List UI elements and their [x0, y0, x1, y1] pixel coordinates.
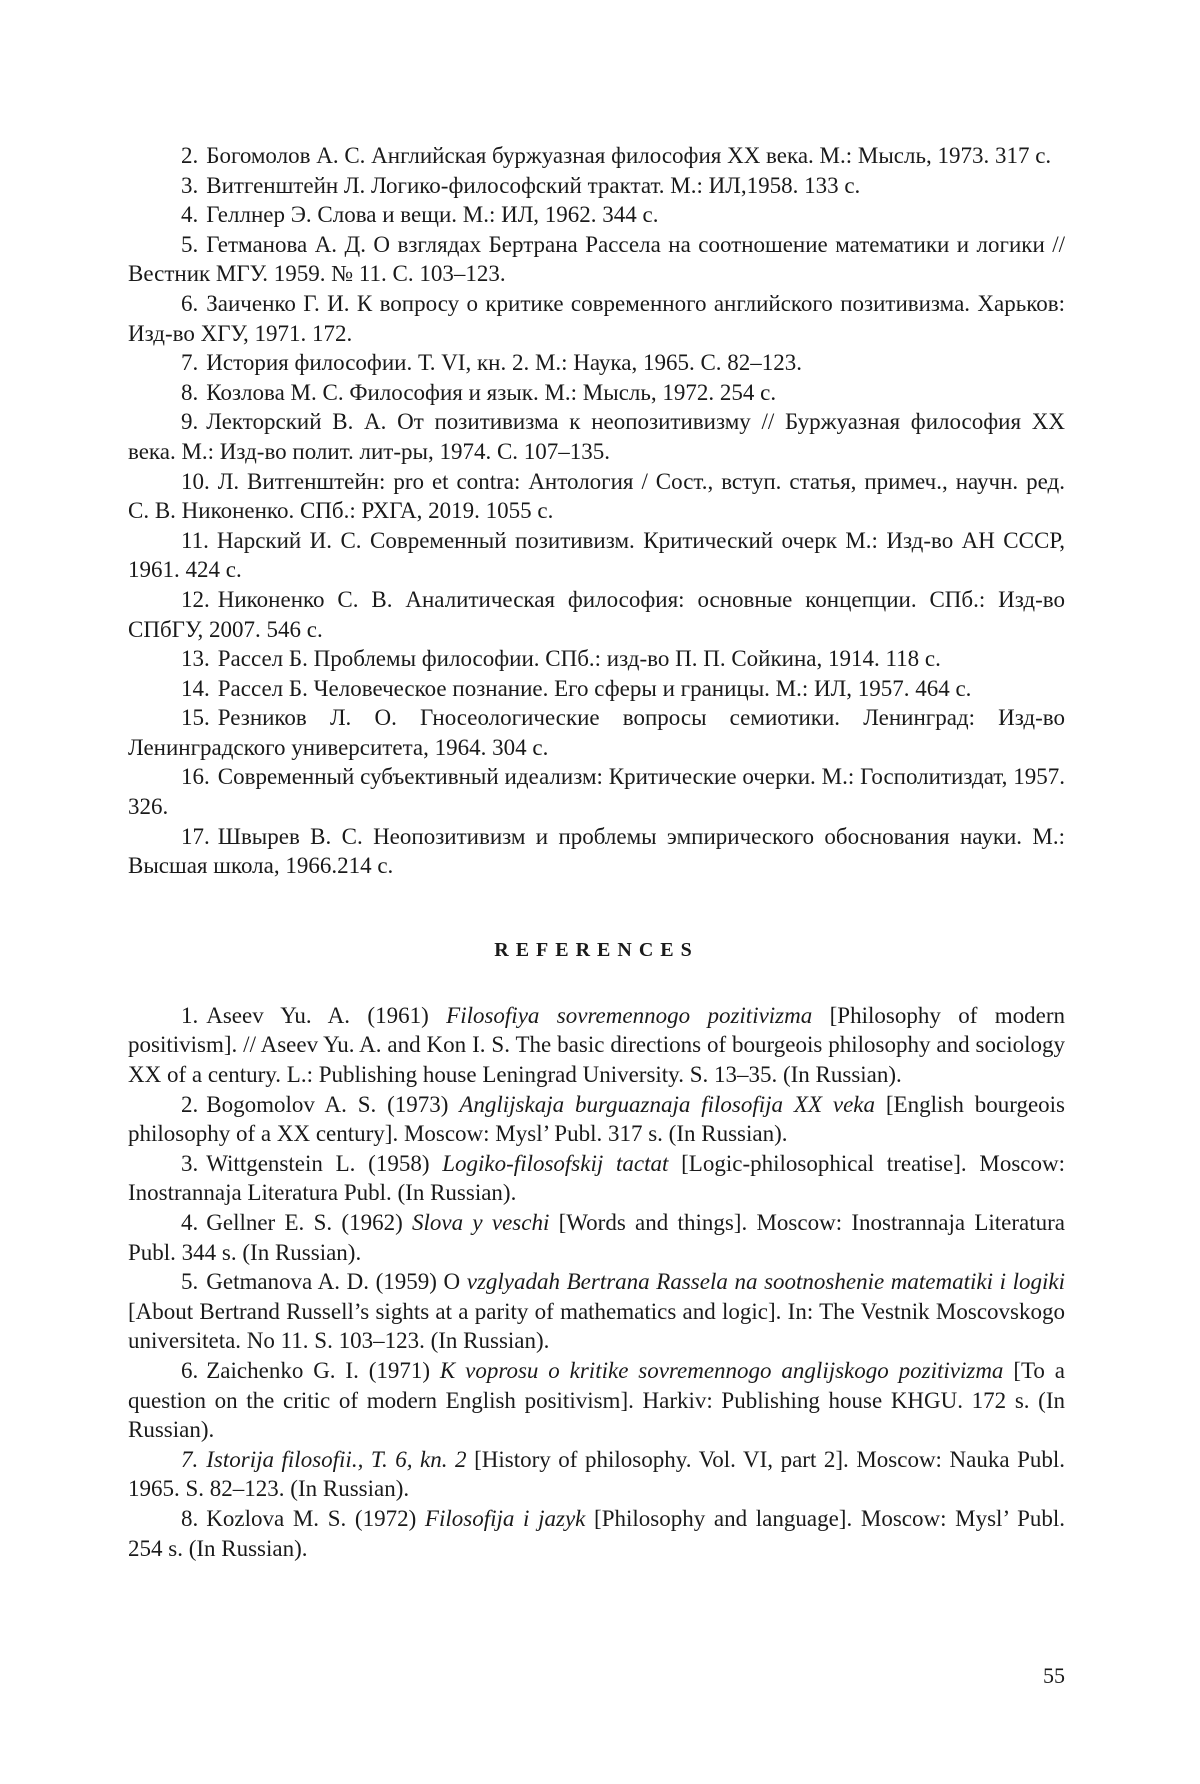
reference-entry	[128, 1090, 1065, 1149]
reference-entry	[128, 289, 1065, 348]
reference-text: [To a question on the critic of modern English positivism]. Harkiv: Publishing house KHGU. 172 s. (In Russian).	[128, 1358, 1065, 1442]
reference-entry	[128, 703, 1065, 762]
reference-number: 17.	[181, 824, 210, 849]
reference-entry	[128, 1356, 1065, 1445]
reference-number: 13.	[181, 646, 210, 671]
reference-number: 14.	[181, 676, 210, 701]
reference-title: Anglijskaja burguaznaja filosofija XX veka	[459, 1092, 875, 1117]
reference-entry	[128, 1001, 1065, 1090]
reference-text: Getmanova A. D. (1959) O	[206, 1269, 467, 1294]
reference-text: Никоненко С. В. Аналитическая философия: основные концепции. СПб.: Изд-во СПбГУ, 2007. 546 с.	[128, 587, 1065, 642]
reference-text: Современный субъективный идеализм: Критические очерки. М.: Госполитиздат, 1957. 326.	[128, 764, 1065, 819]
reference-entry	[128, 674, 1065, 704]
reference-title: Istorija filosofii., T. 6, kn. 2	[206, 1447, 466, 1472]
reference-entry	[128, 348, 1065, 378]
reference-text: Гетманова А. Д. О взглядах Бертрана Рассела на соотношение математики и логики // Вестник МГУ. 1959. № 11. С. 103–123.	[128, 232, 1065, 287]
reference-text: [History of philosophy. Vol. VI, part 2]. Moscow: Nauka Publ. 1965. S. 82–123. (In Russian).	[128, 1447, 1065, 1502]
reference-number: 6.	[181, 291, 198, 316]
reference-text: Zaichenko G. I. (1971)	[206, 1358, 440, 1383]
reference-text: Aseev Yu. A. (1961)	[206, 1003, 446, 1028]
reference-title: Logiko-filosofskij tactat	[442, 1151, 668, 1176]
reference-text: Wittgenstein L. (1958)	[206, 1151, 442, 1176]
reference-text: Л. Витгенштейн: pro et contra: Антология / Сост., вступ. статья, примеч., научн. ред. С. В. Никоненко. СПб.: РХГА, 2019. 1055 с.	[128, 469, 1065, 524]
reference-text: [Words and things]. Moscow: Inostrannaja Literatura Publ. 344 s. (In Russian).	[128, 1210, 1065, 1265]
reference-text: Резников Л. О. Гносеологические вопросы семиотики. Ленинград: Изд-во Ленинградского университета, 1964. 304 с.	[128, 705, 1065, 760]
reference-text: Заиченко Г. И. К вопросу о критике современного английского позитивизма. Харьков: Изд-во ХГУ, 1971. 172.	[128, 291, 1065, 346]
reference-entry	[128, 1149, 1065, 1208]
reference-entry	[128, 1445, 1065, 1504]
reference-number: 12.	[181, 587, 210, 612]
reference-text: [Logic-philosophical treatise]. Moscow: Inostrannaja Literatura Publ. (In Russian).	[128, 1151, 1065, 1206]
reference-number: 9.	[181, 409, 198, 434]
document-page	[128, 141, 1065, 1563]
reference-entry	[128, 467, 1065, 526]
reference-entry	[128, 644, 1065, 674]
reference-entry	[128, 762, 1065, 821]
reference-number: 8.	[181, 1506, 198, 1531]
reference-number: 2.	[181, 1092, 198, 1117]
reference-text: Рассел Б. Человеческое познание. Его сферы и границы. М.: ИЛ, 1957. 464 с.	[218, 676, 972, 701]
reference-title: Filosofija i jazyk	[425, 1506, 585, 1531]
reference-number: 16.	[181, 764, 210, 789]
reference-number: 10.	[181, 469, 210, 494]
reference-number: 3.	[181, 1151, 198, 1176]
reference-entry	[128, 1504, 1065, 1563]
reference-text: Швырев В. С. Неопозитивизм и проблемы эмпирического обоснования науки. М.: Высшая школа, 1966.214 с.	[128, 824, 1065, 879]
reference-number: 2.	[181, 143, 198, 168]
reference-entry	[128, 585, 1065, 644]
english-reference-list	[128, 1001, 1065, 1563]
reference-text: Козлова М. С. Философия и язык. М.: Мысль, 1972. 254 с.	[206, 380, 776, 405]
reference-number: 11.	[181, 528, 209, 553]
reference-entry	[128, 230, 1065, 289]
reference-entry	[128, 1208, 1065, 1267]
reference-text: [English bourgeois philosophy of a XX century]. Moscow: Mysl’ Publ. 317 s. (In Russian).	[128, 1092, 1065, 1147]
reference-number: 15.	[181, 705, 210, 730]
reference-text: [About Bertrand Russell’s sights at a parity of mathematics and logic]. In: The Vestnik Moscovskogo universiteta. No 11. S. 103–123. (In Russian).	[128, 1299, 1065, 1354]
reference-number: 7.	[181, 1447, 198, 1472]
reference-number: 8.	[181, 380, 198, 405]
reference-number: 5.	[181, 1269, 198, 1294]
reference-text: Нарский И. С. Современный позитивизм. Критический очерк М.: Изд-во АН СССР, 1961. 424 с.	[128, 528, 1065, 583]
reference-title: K voprosu o kritike sovremennogo anglijskogo pozitivizma	[440, 1358, 1004, 1383]
reference-text: Лекторский В. А. От позитивизма к неопозитивизму // Буржуазная философия XX века. М.: Изд-во полит. лит-ры, 1974. С. 107–135.	[128, 409, 1065, 464]
reference-text: [Philosophy of modern positivism]. // Aseev Yu. A. and Kon I. S. The basic directions of bourgeois philosophy and sociology XX of a century. L.: Publishing house Leningrad University. S. 13–35. (In Russian).	[128, 1003, 1065, 1087]
reference-text: Kozlova M. S. (1972)	[206, 1506, 425, 1531]
reference-number: 7.	[181, 350, 198, 375]
reference-text: Gellner E. S. (1962)	[206, 1210, 412, 1235]
reference-entry	[128, 407, 1065, 466]
reference-title: Filosofiya sovremennogo pozitivizma	[446, 1003, 812, 1028]
reference-text: Рассел Б. Проблемы философии. СПб.: изд-во П. П. Сойкина, 1914. 118 с.	[218, 646, 941, 671]
reference-number: 4.	[181, 1210, 198, 1235]
reference-text: Геллнер Э. Слова и вещи. М.: ИЛ, 1962. 344 с.	[206, 202, 658, 227]
reference-entry	[128, 141, 1065, 171]
reference-entry	[128, 200, 1065, 230]
page-number: 55	[1043, 1662, 1065, 1690]
references-heading: REFERENCES	[128, 935, 1065, 965]
reference-number: 4.	[181, 202, 198, 227]
reference-number: 3.	[181, 173, 198, 198]
reference-text: Bogomolov A. S. (1973)	[206, 1092, 459, 1117]
reference-entry	[128, 822, 1065, 881]
russian-reference-list	[128, 141, 1065, 881]
reference-number: 6.	[181, 1358, 198, 1383]
reference-title: vzglyadah Bertrana Rassela na sootnoshenie matematiki i logiki	[467, 1269, 1065, 1294]
reference-text: Богомолов А. С. Английская буржуазная философия XX века. М.: Мысль, 1973. 317 с.	[206, 143, 1051, 168]
reference-number: 5.	[181, 232, 198, 257]
reference-title: Slova y veschi	[412, 1210, 549, 1235]
reference-entry	[128, 378, 1065, 408]
reference-text: Витгенштейн Л. Логико-философский трактат. М.: ИЛ,1958. 133 с.	[206, 173, 860, 198]
reference-entry	[128, 171, 1065, 201]
reference-number: 1.	[181, 1003, 198, 1028]
reference-text: История философии. Т. VI, кн. 2. М.: Наука, 1965. С. 82–123.	[206, 350, 802, 375]
reference-entry	[128, 1267, 1065, 1356]
reference-text: [Philosophy and language]. Moscow: Mysl’ Publ. 254 s. (In Russian).	[128, 1506, 1065, 1561]
reference-entry	[128, 526, 1065, 585]
